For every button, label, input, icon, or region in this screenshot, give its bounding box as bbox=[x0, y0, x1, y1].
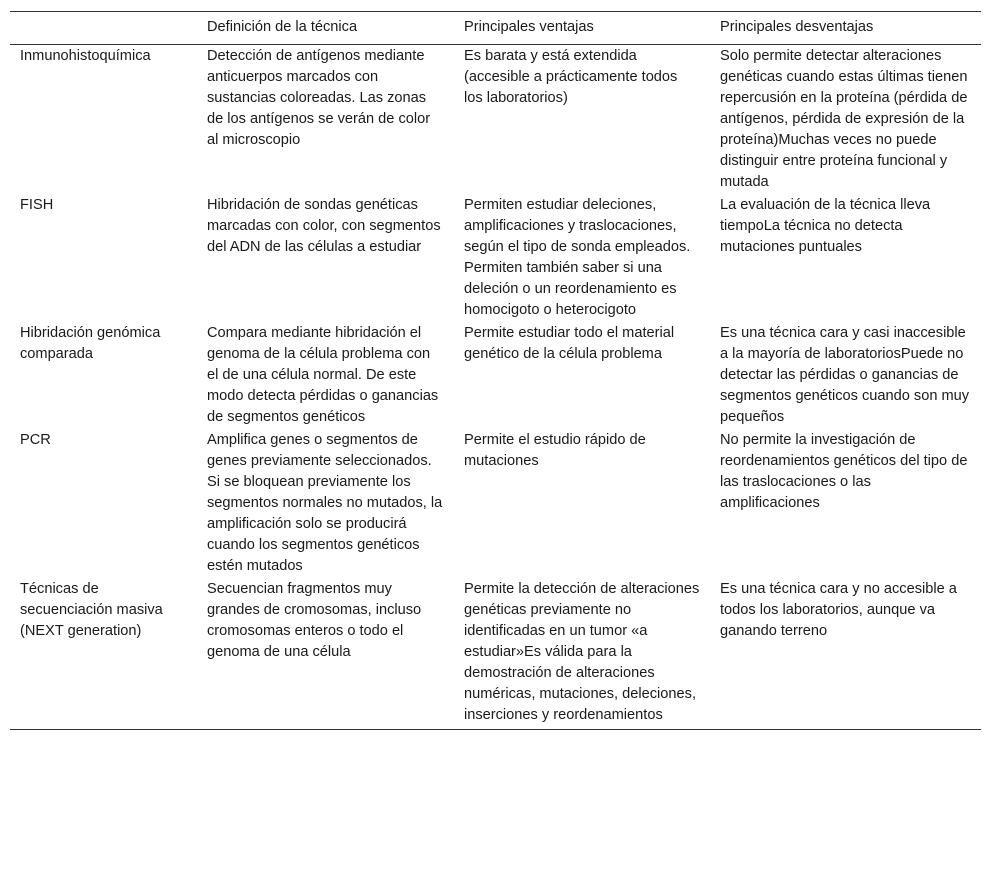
cell-technique: Hibridación genómica comparada bbox=[20, 325, 161, 362]
cell-advantages: Permiten estudiar deleciones, amplificaciones y traslocaciones, según el tipo de sonda empleados. Permiten también saber si una deleción o un reordenamiento es homocigoto o heterocigoto bbox=[464, 197, 691, 318]
table-row bbox=[10, 578, 981, 730]
techniques-table bbox=[10, 11, 981, 730]
cell-technique: FISH bbox=[20, 197, 54, 213]
header-definition: Definición de la técnica bbox=[207, 19, 358, 35]
cell-definition: Secuencian fragmentos muy grandes de cromosomas, incluso cromosomas enteros o todo el genoma de una célula bbox=[207, 581, 422, 660]
techniques-table-container bbox=[10, 11, 981, 730]
table-row bbox=[10, 322, 981, 429]
header-disadvantages: Principales desventajas bbox=[720, 19, 874, 35]
table-header bbox=[10, 12, 981, 45]
cell-definition: Hibridación de sondas genéticas marcadas con color, con segmentos del ADN de las células a estudiar bbox=[207, 197, 441, 255]
cell-disadvantages: No permite la investigación de reordenamientos genéticos del tipo de las traslocaciones o las amplificaciones bbox=[720, 432, 968, 511]
cell-disadvantages: Es una técnica cara y casi inaccesible a la mayoría de laboratoriosPuede no detectar las pérdidas o ganancias de segmentos genéticos cuando son muy pequeños bbox=[720, 325, 970, 425]
cell-advantages: Permite estudiar todo el material genético de la célula problema bbox=[464, 325, 675, 362]
cell-technique: Inmunohistoquímica bbox=[20, 48, 151, 64]
cell-technique: Técnicas de secuenciación masiva (NEXT generation) bbox=[20, 581, 163, 639]
table-row bbox=[10, 194, 981, 322]
cell-advantages: Permite el estudio rápido de mutaciones bbox=[464, 432, 646, 469]
cell-definition: Amplifica genes o segmentos de genes previamente seleccionados. Si se bloquean previamente los segmentos normales no mutados, la amplificación solo se producirá cuando los segmentos genéticos estén mutados bbox=[207, 432, 443, 574]
table-row bbox=[10, 429, 981, 578]
cell-disadvantages: Es una técnica cara y no accesible a todos los laboratorios, aunque va ganando terreno bbox=[720, 581, 957, 639]
table-body bbox=[10, 45, 981, 730]
cell-definition: Compara mediante hibridación el genoma de la célula problema con el de una célula normal. De este modo detecta pérdidas o ganancias de segmentos genéticos bbox=[207, 325, 439, 425]
cell-definition: Detección de antígenos mediante anticuerpos marcados con sustancias coloreadas. Las zonas de los antígenos se verán de color al microscopio bbox=[207, 48, 431, 148]
header-technique bbox=[10, 12, 197, 45]
table-row bbox=[10, 45, 981, 195]
cell-advantages: Es barata y está extendida (accesible a prácticamente todos los laboratorios) bbox=[464, 48, 678, 106]
header-advantages: Principales ventajas bbox=[464, 19, 594, 35]
cell-disadvantages: La evaluación de la técnica lleva tiempoLa técnica no detecta mutaciones puntuales bbox=[720, 197, 931, 255]
cell-technique: PCR bbox=[20, 432, 51, 448]
header-row bbox=[10, 12, 981, 45]
cell-advantages: Permite la detección de alteraciones genéticas previamente no identificadas en un tumor «a estudiar»Es válida para la demostración de alteraciones numéricas, mutaciones, deleciones, inserciones y reordenamientos bbox=[464, 581, 700, 723]
cell-disadvantages: Solo permite detectar alteraciones genéticas cuando estas últimas tienen repercusión en la proteína (pérdida de antígenos, pérdida de expresión de la proteína)Muchas veces no puede distinguir entre proteína funcional y mutada bbox=[720, 48, 968, 190]
